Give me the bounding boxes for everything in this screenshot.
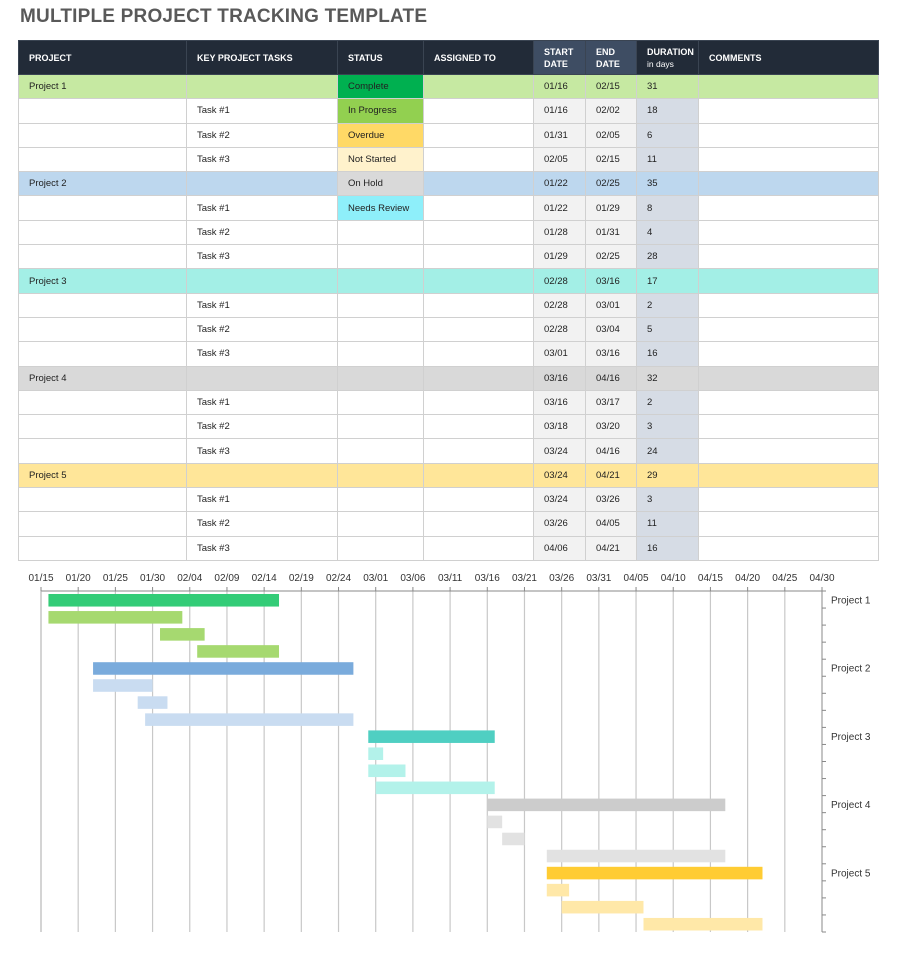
cell-status[interactable] (338, 293, 424, 317)
cell-start[interactable]: 03/24 (534, 439, 586, 463)
cell-project[interactable]: Project 4 (19, 366, 187, 390)
cell-start[interactable]: 03/18 (534, 415, 586, 439)
cell-status[interactable] (338, 317, 424, 341)
project-row (19, 463, 879, 487)
x-tick-label: 03/31 (586, 573, 612, 584)
cell-start[interactable]: 03/16 (534, 390, 586, 414)
cell-project[interactable]: Project 5 (19, 463, 187, 487)
cell-end[interactable]: 03/16 (586, 342, 637, 366)
x-tick-label: 01/15 (28, 573, 54, 584)
table-header-row (19, 41, 879, 75)
x-tick-label: 02/24 (326, 573, 352, 584)
x-tick-label: 03/21 (511, 573, 537, 584)
cell-assigned[interactable] (424, 439, 534, 463)
cell-end[interactable]: 04/21 (586, 536, 637, 560)
gantt-bar (93, 662, 353, 675)
y-group-label: Project 3 (831, 731, 871, 743)
gantt-bar (48, 594, 279, 607)
cell-project[interactable] (19, 488, 187, 512)
x-tick-label: 04/20 (735, 573, 761, 584)
cell-project[interactable] (19, 390, 187, 414)
x-tick-label: 01/30 (140, 573, 166, 584)
x-tick-label: 03/06 (400, 573, 426, 584)
y-group-label: Project 5 (831, 868, 871, 880)
y-group-label: Project 1 (831, 595, 871, 607)
task-row (19, 415, 879, 439)
cell-status[interactable]: Not Started (338, 147, 424, 171)
cell-duration[interactable]: 18 (637, 99, 699, 123)
task-row (19, 488, 879, 512)
x-tick-label: 01/25 (102, 573, 128, 584)
cell-status[interactable] (338, 220, 424, 244)
cell-assigned[interactable] (424, 512, 534, 536)
cell-task[interactable]: Task #3 (187, 245, 338, 269)
col-header-duration (637, 41, 699, 75)
gantt-bar (93, 679, 153, 692)
cell-end[interactable]: 02/25 (586, 245, 637, 269)
task-row (19, 536, 879, 560)
cell-start[interactable]: 03/26 (534, 512, 586, 536)
cell-duration[interactable]: 16 (637, 342, 699, 366)
x-tick-label: 03/26 (549, 573, 575, 584)
cell-end[interactable]: 04/16 (586, 366, 637, 390)
gantt-bar (562, 901, 644, 914)
cell-status[interactable]: Complete (338, 75, 424, 99)
cell-end[interactable]: 04/21 (586, 463, 637, 487)
col-header-status: STATUS (338, 41, 424, 75)
cell-status[interactable] (338, 488, 424, 512)
task-row (19, 99, 879, 123)
cell-assigned[interactable] (424, 488, 534, 512)
task-row (19, 196, 879, 220)
duration-sub: in days (647, 58, 674, 69)
gantt-chart (0, 565, 900, 963)
cell-project[interactable] (19, 220, 187, 244)
task-row (19, 220, 879, 244)
cell-start[interactable]: 01/22 (534, 172, 586, 196)
x-tick-label: 04/10 (660, 573, 686, 584)
cell-comments[interactable] (699, 172, 879, 196)
cell-assigned[interactable] (424, 75, 534, 99)
cell-end[interactable]: 02/15 (586, 147, 637, 171)
cell-end[interactable]: 04/16 (586, 439, 637, 463)
cell-status[interactable] (338, 439, 424, 463)
cell-end[interactable]: 02/05 (586, 123, 637, 147)
cell-comments[interactable] (699, 196, 879, 220)
cell-project[interactable] (19, 512, 187, 536)
cell-status[interactable] (338, 536, 424, 560)
cell-duration[interactable]: 4 (637, 220, 699, 244)
cell-task[interactable]: Task #1 (187, 99, 338, 123)
task-row (19, 317, 879, 341)
project-row (19, 172, 879, 196)
gantt-bar (547, 867, 763, 880)
gantt-bar (368, 747, 383, 760)
cell-comments[interactable] (699, 366, 879, 390)
y-group-label: Project 4 (831, 800, 871, 812)
cell-assigned[interactable] (424, 463, 534, 487)
col-header-project: PROJECT (19, 41, 187, 75)
cell-project[interactable] (19, 536, 187, 560)
task-row (19, 123, 879, 147)
cell-start[interactable]: 02/05 (534, 147, 586, 171)
cell-status[interactable]: In Progress (338, 99, 424, 123)
gantt-bar (547, 884, 569, 897)
cell-status[interactable] (338, 342, 424, 366)
cell-project[interactable] (19, 245, 187, 269)
cell-duration[interactable]: 35 (637, 172, 699, 196)
cell-start[interactable]: 03/24 (534, 463, 586, 487)
cell-end[interactable]: 03/01 (586, 293, 637, 317)
gantt-bar (160, 628, 205, 641)
cell-end[interactable]: 01/29 (586, 196, 637, 220)
task-row (19, 147, 879, 171)
cell-duration[interactable]: 11 (637, 147, 699, 171)
cell-status[interactable] (338, 390, 424, 414)
end-line2: DATE (596, 58, 620, 69)
col-header-comments: COMMENTS (699, 41, 879, 75)
cell-comments[interactable] (699, 220, 879, 244)
col-header-tasks: KEY PROJECT TASKS (187, 41, 338, 75)
cell-comments[interactable] (699, 512, 879, 536)
gantt-bar (145, 713, 353, 726)
cell-task[interactable]: Task #3 (187, 439, 338, 463)
cell-task[interactable] (187, 269, 338, 293)
cell-task[interactable] (187, 172, 338, 196)
cell-end[interactable]: 03/04 (586, 317, 637, 341)
project-row (19, 75, 879, 99)
cell-assigned[interactable] (424, 245, 534, 269)
cell-task[interactable]: Task #1 (187, 488, 338, 512)
gantt-bar (502, 833, 524, 846)
cell-duration[interactable]: 2 (637, 293, 699, 317)
cell-task[interactable]: Task #1 (187, 293, 338, 317)
project-row (19, 366, 879, 390)
x-tick-label: 04/30 (809, 573, 835, 584)
cell-status[interactable]: On Hold (338, 172, 424, 196)
x-tick-label: 03/01 (363, 573, 389, 584)
cell-task[interactable]: Task #2 (187, 415, 338, 439)
cell-assigned[interactable] (424, 99, 534, 123)
cell-status[interactable] (338, 463, 424, 487)
gantt-svg (0, 565, 900, 963)
col-header-start-date (534, 41, 586, 75)
cell-assigned[interactable] (424, 536, 534, 560)
cell-duration[interactable]: 3 (637, 488, 699, 512)
x-tick-label: 04/25 (772, 573, 798, 584)
cell-start[interactable]: 01/28 (534, 220, 586, 244)
cell-status[interactable] (338, 269, 424, 293)
cell-assigned[interactable] (424, 147, 534, 171)
gantt-bar (643, 918, 762, 931)
cell-assigned[interactable] (424, 342, 534, 366)
cell-comments[interactable] (699, 488, 879, 512)
cell-assigned[interactable] (424, 196, 534, 220)
cell-end[interactable]: 03/17 (586, 390, 637, 414)
cell-duration[interactable]: 16 (637, 536, 699, 560)
gantt-bar (376, 782, 495, 795)
cell-end[interactable]: 03/26 (586, 488, 637, 512)
cell-duration[interactable]: 6 (637, 123, 699, 147)
cell-assigned[interactable] (424, 415, 534, 439)
cell-assigned[interactable] (424, 123, 534, 147)
cell-duration[interactable]: 5 (637, 317, 699, 341)
cell-project[interactable]: Project 3 (19, 269, 187, 293)
cell-start[interactable]: 02/28 (534, 293, 586, 317)
cell-status[interactable] (338, 366, 424, 390)
cell-comments[interactable] (699, 123, 879, 147)
cell-start[interactable]: 04/06 (534, 536, 586, 560)
cell-task[interactable]: Task #3 (187, 342, 338, 366)
col-header-assigned: ASSIGNED TO (424, 41, 534, 75)
duration-label: DURATION (647, 46, 694, 57)
cell-start[interactable]: 03/16 (534, 366, 586, 390)
cell-project[interactable] (19, 196, 187, 220)
cell-project[interactable] (19, 317, 187, 341)
cell-comments[interactable] (699, 99, 879, 123)
cell-task[interactable]: Task #2 (187, 512, 338, 536)
cell-task[interactable]: Task #3 (187, 147, 338, 171)
start-line1: START (544, 46, 574, 57)
x-tick-label: 01/20 (65, 573, 91, 584)
cell-comments[interactable] (699, 75, 879, 99)
cell-task[interactable]: Task #2 (187, 220, 338, 244)
cell-duration[interactable]: 11 (637, 512, 699, 536)
end-line1: END (596, 46, 616, 57)
cell-start[interactable]: 03/01 (534, 342, 586, 366)
cell-project[interactable] (19, 439, 187, 463)
col-header-end-date (586, 41, 637, 75)
cell-project[interactable] (19, 293, 187, 317)
cell-comments[interactable] (699, 415, 879, 439)
cell-assigned[interactable] (424, 220, 534, 244)
x-tick-label: 02/04 (177, 573, 203, 584)
x-tick-label: 02/09 (214, 573, 240, 584)
cell-status[interactable] (338, 415, 424, 439)
cell-comments[interactable] (699, 463, 879, 487)
cell-project[interactable]: Project 2 (19, 172, 187, 196)
cell-project[interactable]: Project 1 (19, 75, 187, 99)
cell-start[interactable]: 01/16 (534, 99, 586, 123)
cell-comments[interactable] (699, 245, 879, 269)
cell-status[interactable] (338, 245, 424, 269)
cell-task[interactable]: Task #2 (187, 123, 338, 147)
gantt-bar (368, 730, 494, 743)
cell-start[interactable]: 01/31 (534, 123, 586, 147)
y-group-label: Project 2 (831, 663, 871, 675)
cell-start[interactable]: 03/24 (534, 488, 586, 512)
x-tick-label: 04/15 (697, 573, 723, 584)
cell-task[interactable] (187, 366, 338, 390)
cell-assigned[interactable] (424, 317, 534, 341)
task-row (19, 342, 879, 366)
x-tick-label: 02/14 (251, 573, 277, 584)
page-title: MULTIPLE PROJECT TRACKING TEMPLATE (20, 6, 428, 27)
cell-duration[interactable]: 29 (637, 463, 699, 487)
x-tick-label: 02/19 (288, 573, 314, 584)
cell-end[interactable]: 02/25 (586, 172, 637, 196)
cell-start[interactable]: 01/16 (534, 75, 586, 99)
gantt-bar (197, 645, 279, 658)
cell-comments[interactable] (699, 342, 879, 366)
cell-end[interactable]: 04/05 (586, 512, 637, 536)
cell-duration[interactable]: 32 (637, 366, 699, 390)
cell-start[interactable]: 01/29 (534, 245, 586, 269)
cell-duration[interactable]: 17 (637, 269, 699, 293)
project-row (19, 269, 879, 293)
cell-duration[interactable]: 8 (637, 196, 699, 220)
cell-comments[interactable] (699, 293, 879, 317)
gantt-bar (48, 611, 182, 624)
cell-status[interactable]: Needs Review (338, 196, 424, 220)
cell-project[interactable] (19, 99, 187, 123)
cell-project[interactable] (19, 342, 187, 366)
cell-duration[interactable]: 3 (637, 415, 699, 439)
task-row (19, 293, 879, 317)
task-row (19, 390, 879, 414)
cell-task[interactable]: Task #1 (187, 390, 338, 414)
cell-status[interactable] (338, 512, 424, 536)
cell-end[interactable]: 02/15 (586, 75, 637, 99)
cell-end[interactable]: 03/16 (586, 269, 637, 293)
cell-assigned[interactable] (424, 293, 534, 317)
cell-project[interactable] (19, 123, 187, 147)
cell-comments[interactable] (699, 269, 879, 293)
x-tick-label: 03/11 (437, 573, 463, 584)
cell-comments[interactable] (699, 439, 879, 463)
cell-comments[interactable] (699, 536, 879, 560)
cell-duration[interactable]: 24 (637, 439, 699, 463)
project-tracking-table (18, 40, 879, 561)
gantt-bar (138, 696, 168, 709)
cell-duration[interactable]: 28 (637, 245, 699, 269)
cell-status[interactable]: Overdue (338, 123, 424, 147)
cell-start[interactable]: 01/22 (534, 196, 586, 220)
cell-end[interactable]: 01/31 (586, 220, 637, 244)
cell-start[interactable]: 02/28 (534, 317, 586, 341)
cell-project[interactable] (19, 415, 187, 439)
gantt-bar (487, 816, 502, 829)
start-line2: DATE (544, 58, 568, 69)
cell-task[interactable] (187, 463, 338, 487)
cell-end[interactable]: 02/02 (586, 99, 637, 123)
cell-duration[interactable]: 31 (637, 75, 699, 99)
cell-task[interactable]: Task #2 (187, 317, 338, 341)
cell-task[interactable] (187, 75, 338, 99)
cell-comments[interactable] (699, 317, 879, 341)
task-row (19, 245, 879, 269)
gantt-bar (487, 799, 725, 812)
cell-comments[interactable] (699, 147, 879, 171)
cell-start[interactable]: 02/28 (534, 269, 586, 293)
cell-project[interactable] (19, 147, 187, 171)
gantt-bar (547, 850, 726, 863)
cell-assigned[interactable] (424, 172, 534, 196)
cell-assigned[interactable] (424, 269, 534, 293)
task-row (19, 439, 879, 463)
task-row (19, 512, 879, 536)
x-tick-label: 03/16 (474, 573, 500, 584)
cell-end[interactable]: 03/20 (586, 415, 637, 439)
cell-task[interactable]: Task #3 (187, 536, 338, 560)
cell-comments[interactable] (699, 390, 879, 414)
cell-assigned[interactable] (424, 390, 534, 414)
cell-duration[interactable]: 2 (637, 390, 699, 414)
cell-task[interactable]: Task #1 (187, 196, 338, 220)
x-tick-label: 04/05 (623, 573, 649, 584)
cell-assigned[interactable] (424, 366, 534, 390)
gantt-bar (368, 765, 405, 778)
